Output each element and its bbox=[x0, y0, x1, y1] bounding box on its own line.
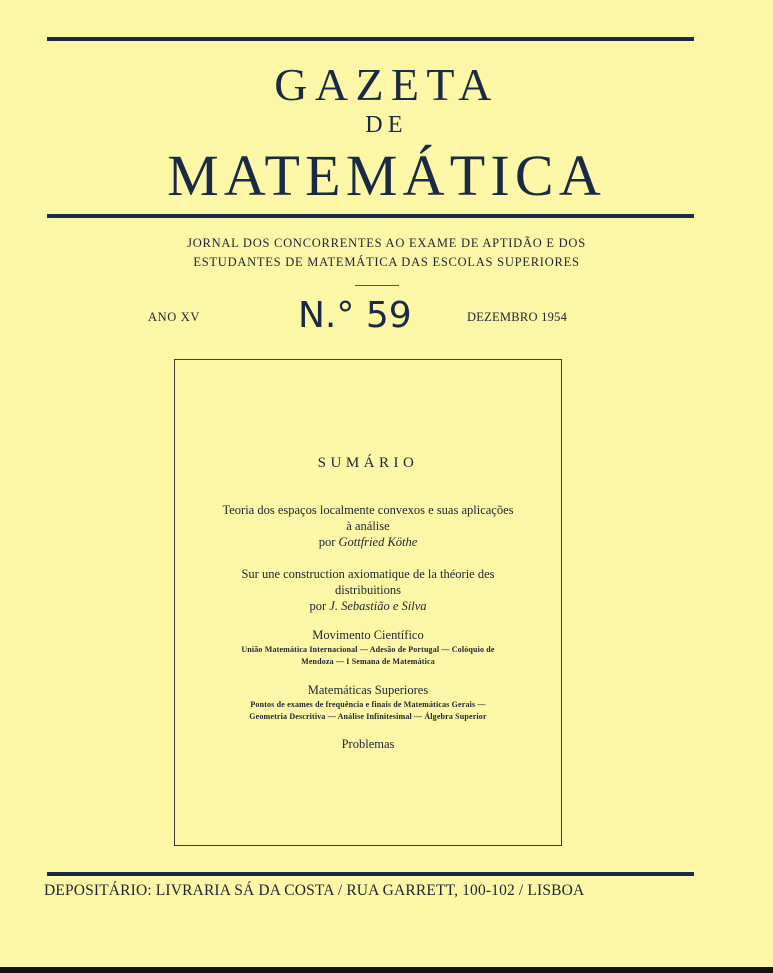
issue-date: DEZEMBRO 1954 bbox=[467, 310, 568, 324]
article-2-author: J. Sebastião e Silva bbox=[329, 599, 427, 613]
article-1-title-line-1: Teoria dos espaços localmente convexos e suas aplicações bbox=[222, 503, 514, 517]
masthead-de: DE bbox=[365, 112, 408, 138]
bottom-edge bbox=[0, 967, 773, 973]
article-1-title-line-2: à análise bbox=[346, 519, 390, 533]
footer-depositary: DEPOSITÁRIO: LIVRARIA SÁ DA COSTA / RUA GARRETT, 100-102 / LISBOA bbox=[44, 882, 585, 899]
section-2-detail-line-2: Geometria Descritiva — Análise Infinitesimal — Álgebra Superior bbox=[249, 712, 487, 721]
subtitle-divider bbox=[355, 285, 399, 286]
section-1-detail-line-2: Mendoza — I Semana de Matemática bbox=[301, 657, 435, 666]
issue-year: ANO XV bbox=[148, 310, 201, 324]
article-2-by: por bbox=[309, 599, 327, 613]
article-1-author: Gottfried Köthe bbox=[338, 535, 418, 549]
summary-heading: SUMÁRIO bbox=[317, 455, 419, 471]
masthead-gazeta: GAZETA bbox=[274, 59, 499, 110]
subtitle-line-1: JORNAL DOS CONCORRENTES AO EXAME DE APTIDÃO E DOS bbox=[187, 236, 586, 250]
masthead-rule bbox=[47, 214, 694, 218]
problems-entry: Problemas bbox=[341, 737, 395, 751]
footer-rule bbox=[47, 872, 694, 876]
section-2-detail-line-1: Pontos de exames de frequência e finais de Matemáticas Gerais — bbox=[250, 700, 486, 709]
article-1-byline bbox=[175, 535, 561, 550]
article-2-byline bbox=[175, 599, 561, 614]
subtitle-line-2: ESTUDANTES DE MATEMÁTICA DAS ESCOLAS SUPERIORES bbox=[193, 255, 580, 269]
article-2-title-line-2: distribuitions bbox=[335, 583, 401, 597]
issue-number: N.° 59 bbox=[298, 295, 412, 336]
top-rule bbox=[47, 37, 694, 41]
section-1-title: Movimento Científico bbox=[312, 628, 424, 642]
article-2-title-line-1: Sur une construction axiomatique de la théorie des bbox=[241, 567, 495, 581]
article-1-by: por bbox=[318, 535, 336, 549]
section-2-title: Matemáticas Superiores bbox=[307, 683, 429, 697]
masthead-matematica: MATEMÁTICA bbox=[167, 143, 606, 208]
section-1-detail-line-1: União Matemática Internacional — Adesão de Portugal — Colóquio de bbox=[241, 645, 495, 654]
contents-box bbox=[174, 359, 562, 846]
